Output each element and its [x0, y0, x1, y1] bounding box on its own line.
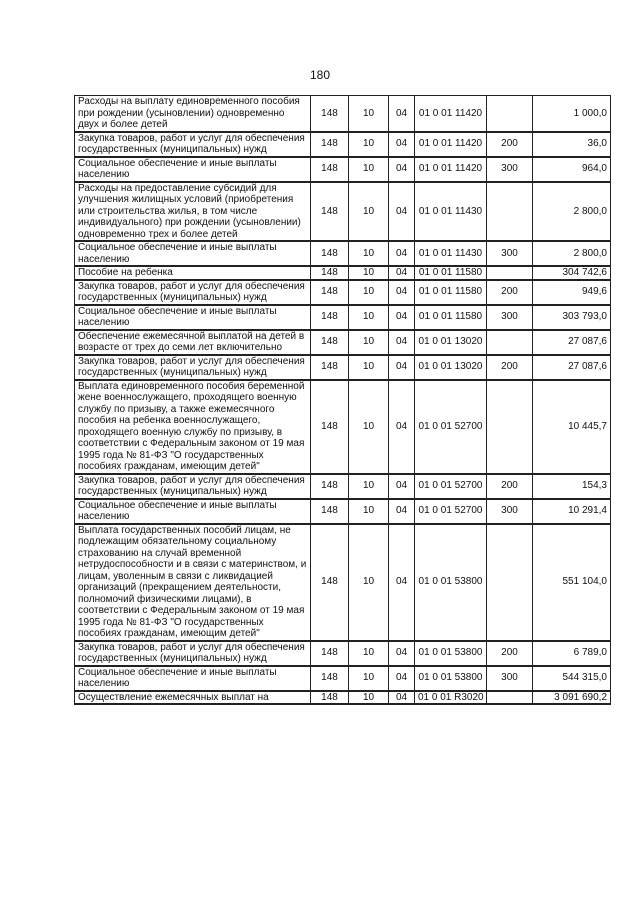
- item-name-cell: Социальное обеспечение и иные выплаты населению: [75, 305, 311, 330]
- subsection-code-cell: 04: [389, 241, 415, 266]
- table-row: [75, 499, 611, 524]
- section-code-cell: 10: [349, 266, 389, 280]
- section-code-cell: 10: [349, 641, 389, 666]
- expense-type-code-cell: 300: [487, 305, 533, 330]
- subsection-code-cell: 04: [389, 524, 415, 641]
- target-article-code-cell: 01 0 01 11580: [415, 305, 487, 330]
- section-code-cell: 10: [349, 666, 389, 691]
- ministry-code-cell: 148: [311, 241, 349, 266]
- table-row: [75, 280, 611, 305]
- ministry-code-cell: 148: [311, 524, 349, 641]
- item-name-cell: Обеспечение ежемесячной выплатой на детей в возрасте от трех до семи лет включительно: [75, 330, 311, 355]
- amount-cell: 544 315,0: [533, 666, 611, 691]
- budget-table: [74, 95, 611, 705]
- subsection-code-cell: 04: [389, 355, 415, 380]
- amount-cell: 27 087,6: [533, 355, 611, 380]
- subsection-code-cell: 04: [389, 157, 415, 182]
- item-name-cell: Расходы на выплату единовременного пособия при рождении (усыновлении) одновременно двух и более детей: [75, 96, 311, 132]
- item-name-cell: Социальное обеспечение и иные выплаты населению: [75, 666, 311, 691]
- expense-type-code-cell: 200: [487, 474, 533, 499]
- expense-type-code-cell: [487, 182, 533, 242]
- item-name-cell: Социальное обеспечение и иные выплаты населению: [75, 499, 311, 524]
- table-row: [75, 330, 611, 355]
- item-name-cell: Осуществление ежемесячных выплат на: [75, 691, 311, 705]
- ministry-code-cell: 148: [311, 157, 349, 182]
- target-article-code-cell: 01 0 01 11420: [415, 157, 487, 182]
- subsection-code-cell: 04: [389, 96, 415, 132]
- section-code-cell: 10: [349, 280, 389, 305]
- section-code-cell: 10: [349, 305, 389, 330]
- table-row: [75, 641, 611, 666]
- section-code-cell: 10: [349, 157, 389, 182]
- amount-cell: 949,6: [533, 280, 611, 305]
- section-code-cell: 10: [349, 380, 389, 474]
- target-article-code-cell: 01 0 01 11430: [415, 241, 487, 266]
- amount-cell: 6 789,0: [533, 641, 611, 666]
- expense-type-code-cell: 300: [487, 241, 533, 266]
- amount-cell: 303 793,0: [533, 305, 611, 330]
- expense-type-code-cell: 200: [487, 641, 533, 666]
- amount-cell: 2 800,0: [533, 241, 611, 266]
- table-row: [75, 666, 611, 691]
- section-code-cell: 10: [349, 182, 389, 242]
- table-row: [75, 132, 611, 157]
- target-article-code-cell: 01 0 01 52700: [415, 499, 487, 524]
- subsection-code-cell: 04: [389, 380, 415, 474]
- ministry-code-cell: 148: [311, 182, 349, 242]
- target-article-code-cell: 01 0 01 11420: [415, 132, 487, 157]
- expense-type-code-cell: [487, 380, 533, 474]
- target-article-code-cell: 01 0 01 52700: [415, 380, 487, 474]
- ministry-code-cell: 148: [311, 266, 349, 280]
- item-name-cell: Расходы на предоставление субсидий для улучшения жилищных условий (приобретения или строительства жилья, в том числе индивидуального) при рождении (усыновлении) одновременно трех и более детей: [75, 182, 311, 242]
- table-row: [75, 266, 611, 280]
- item-name-cell: Социальное обеспечение и иные выплаты населению: [75, 241, 311, 266]
- section-code-cell: 10: [349, 499, 389, 524]
- ministry-code-cell: 148: [311, 666, 349, 691]
- target-article-code-cell: 01 0 01 11580: [415, 266, 487, 280]
- section-code-cell: 10: [349, 691, 389, 705]
- section-code-cell: 10: [349, 96, 389, 132]
- amount-cell: 154,3: [533, 474, 611, 499]
- item-name-cell: Пособие на ребенка: [75, 266, 311, 280]
- ministry-code-cell: 148: [311, 474, 349, 499]
- ministry-code-cell: 148: [311, 499, 349, 524]
- amount-cell: 3 091 690,2: [533, 691, 611, 705]
- amount-cell: 10 445,7: [533, 380, 611, 474]
- amount-cell: 551 104,0: [533, 524, 611, 641]
- expense-type-code-cell: 300: [487, 666, 533, 691]
- table-body: [75, 96, 611, 705]
- expense-type-code-cell: 300: [487, 499, 533, 524]
- item-name-cell: Закупка товаров, работ и услуг для обеспечения государственных (муниципальных) нужд: [75, 280, 311, 305]
- item-name-cell: Социальное обеспечение и иные выплаты населению: [75, 157, 311, 182]
- ministry-code-cell: 148: [311, 96, 349, 132]
- item-name-cell: Закупка товаров, работ и услуг для обеспечения государственных (муниципальных) нужд: [75, 132, 311, 157]
- expense-type-code-cell: [487, 266, 533, 280]
- ministry-code-cell: 148: [311, 330, 349, 355]
- target-article-code-cell: 01 0 01 53800: [415, 641, 487, 666]
- page-number: 180: [309, 68, 331, 82]
- amount-cell: 304 742,6: [533, 266, 611, 280]
- table-row: [75, 355, 611, 380]
- table-row: [75, 96, 611, 132]
- expense-type-code-cell: 200: [487, 132, 533, 157]
- expense-type-code-cell: [487, 330, 533, 355]
- expense-type-code-cell: [487, 524, 533, 641]
- item-name-cell: Закупка товаров, работ и услуг для обеспечения государственных (муниципальных) нужд: [75, 355, 311, 380]
- section-code-cell: 10: [349, 524, 389, 641]
- ministry-code-cell: 148: [311, 280, 349, 305]
- section-code-cell: 10: [349, 355, 389, 380]
- expense-type-code-cell: 200: [487, 355, 533, 380]
- expense-type-code-cell: [487, 691, 533, 705]
- target-article-code-cell: 01 0 01 11580: [415, 280, 487, 305]
- target-article-code-cell: 01 0 01 11420: [415, 96, 487, 132]
- target-article-code-cell: 01 0 01 R3020: [415, 691, 487, 705]
- subsection-code-cell: 04: [389, 182, 415, 242]
- target-article-code-cell: 01 0 01 11430: [415, 182, 487, 242]
- section-code-cell: 10: [349, 474, 389, 499]
- amount-cell: 10 291,4: [533, 499, 611, 524]
- amount-cell: 36,0: [533, 132, 611, 157]
- item-name-cell: Выплата единовременного пособия беременной жене военнослужащего, проходящего военную службу по призыву, а также ежемесячного пособия на ребенка военнослужащего, проходящего военную службу по призыву, в соответствии с Федеральным законом от 19 мая 1995 года № 81-ФЗ "О государственных пособиях гражданам, имеющим детей": [75, 380, 311, 474]
- item-name-cell: Закупка товаров, работ и услуг для обеспечения государственных (муниципальных) нужд: [75, 474, 311, 499]
- table-row: [75, 474, 611, 499]
- table-row: [75, 691, 611, 705]
- subsection-code-cell: 04: [389, 305, 415, 330]
- expense-type-code-cell: [487, 96, 533, 132]
- target-article-code-cell: 01 0 01 53800: [415, 666, 487, 691]
- section-code-cell: 10: [349, 330, 389, 355]
- section-code-cell: 10: [349, 241, 389, 266]
- subsection-code-cell: 04: [389, 132, 415, 157]
- amount-cell: 1 000,0: [533, 96, 611, 132]
- target-article-code-cell: 01 0 01 13020: [415, 330, 487, 355]
- table-row: [75, 157, 611, 182]
- amount-cell: 2 800,0: [533, 182, 611, 242]
- subsection-code-cell: 04: [389, 691, 415, 705]
- target-article-code-cell: 01 0 01 13020: [415, 355, 487, 380]
- table-row: [75, 241, 611, 266]
- item-name-cell: Выплата государственных пособий лицам, не подлежащим обязательному социальному страхованию на случай временной нетрудоспособности и в связи с материнством, и лицам, уволенным в связи с ликвидацией организаций (прекращением деятельности, полномочий физическими лицами), в соответствии с Федеральным законом от 19 мая 1995 года № 81-ФЗ "О государственных пособиях гражданам, имеющим детей": [75, 524, 311, 641]
- amount-cell: 964,0: [533, 157, 611, 182]
- table-row: [75, 380, 611, 474]
- subsection-code-cell: 04: [389, 280, 415, 305]
- item-name-cell: Закупка товаров, работ и услуг для обеспечения государственных (муниципальных) нужд: [75, 641, 311, 666]
- expense-type-code-cell: 300: [487, 157, 533, 182]
- ministry-code-cell: 148: [311, 305, 349, 330]
- ministry-code-cell: 148: [311, 355, 349, 380]
- ministry-code-cell: 148: [311, 641, 349, 666]
- section-code-cell: 10: [349, 132, 389, 157]
- subsection-code-cell: 04: [389, 474, 415, 499]
- target-article-code-cell: 01 0 01 53800: [415, 524, 487, 641]
- ministry-code-cell: 148: [311, 132, 349, 157]
- subsection-code-cell: 04: [389, 641, 415, 666]
- subsection-code-cell: 04: [389, 499, 415, 524]
- expense-type-code-cell: 200: [487, 280, 533, 305]
- subsection-code-cell: 04: [389, 330, 415, 355]
- ministry-code-cell: 148: [311, 380, 349, 474]
- table-row: [75, 182, 611, 242]
- table-row: [75, 524, 611, 641]
- subsection-code-cell: 04: [389, 266, 415, 280]
- table-row: [75, 305, 611, 330]
- subsection-code-cell: 04: [389, 666, 415, 691]
- ministry-code-cell: 148: [311, 691, 349, 705]
- amount-cell: 27 087,6: [533, 330, 611, 355]
- target-article-code-cell: 01 0 01 52700: [415, 474, 487, 499]
